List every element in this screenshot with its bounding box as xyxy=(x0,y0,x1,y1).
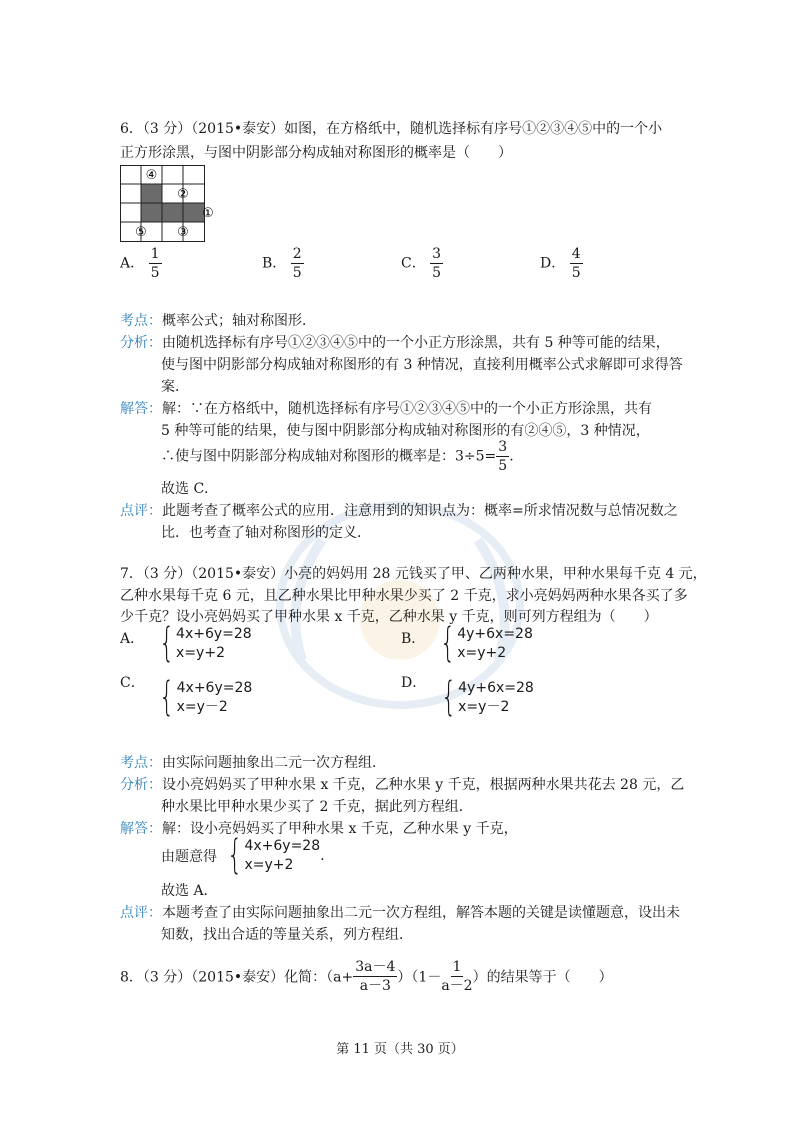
q7-fenxi-line2: 种水果比甲种水果少买了 2 千克，据此列方程组． xyxy=(161,799,473,815)
q6-option-c[interactable] xyxy=(401,247,443,280)
q7-stem-line1: 7．（3 分）（2015•泰安）小亮的妈妈用 28 元钱买了甲、乙两种水果，甲种水果每千克 4 元， xyxy=(120,566,707,582)
q7-option-c[interactable] xyxy=(120,672,252,718)
grid-label-2: ② xyxy=(177,187,189,202)
q6-fenxi-line1: 分析：由随机选择标有序号①②③④⑤中的一个小正方形涂黑，共有 5 种等可能的结果， xyxy=(120,335,670,351)
fraction: $\frac{1}{a-2}$ xyxy=(441,959,473,994)
q7-option-d[interactable] xyxy=(401,672,534,718)
fraction: $\frac{3a-4}{a-3}$ xyxy=(355,959,396,994)
fraction: $\frac{3}{5}$ xyxy=(432,246,442,281)
dianping-label: 点评： xyxy=(120,503,162,519)
q6-option-b[interactable] xyxy=(262,247,304,280)
option-letter: B． xyxy=(401,631,426,647)
q7-dianping-line1: 点评：本题考查了由实际问题抽象出二元一次方程组，解答本题的关键是读懂题意，设出未 xyxy=(120,905,680,921)
q6-fenxi-line3: 案． xyxy=(161,379,189,395)
fenxi-label: 分析： xyxy=(120,335,162,351)
q6-dianping-line1: 点评：此题考查了概率公式的应用．注意用到的知识点为：概率=所求情况数与总情况数之 xyxy=(120,503,678,519)
q6-dianping-line2: 比．也考查了轴对称图形的定义． xyxy=(161,525,371,541)
option-letter: D． xyxy=(401,675,427,691)
q6-jieda-line3: ∴使与图中阴影部分构成轴对称图形的概率是：3÷5= $\frac{3}{5}$ . xyxy=(161,439,514,474)
grid-label-5: ⑤ xyxy=(135,225,147,240)
q6-jieda-line2: 5 种等可能的结果，使与图中阴影部分构成轴对称图形的有②④⑤，3 种情况， xyxy=(161,423,650,439)
q7-stem-line2: 乙种水果每千克 6 元，且乙种水果比甲种水果少买了 2 千克，求小亮妈妈两种水果各买了多 xyxy=(120,588,688,604)
q8-stem: 8．（3 分）（2015•泰安）化简：（a+ $\frac{3a-4}{a-3}$ ）（1－ $\frac{1}{a-2}$ ）的结果等于（ ） xyxy=(120,959,613,994)
equation-system: { 4x+6y=28 x=y+2 xyxy=(227,832,321,878)
q6-choice: 故选 C． xyxy=(161,481,219,497)
dianping-label: 点评： xyxy=(120,905,162,921)
jieda-label: 解答： xyxy=(120,401,162,417)
fraction: $\frac{4}{5}$ xyxy=(571,246,581,281)
q6-kaodian: 考点：概率公式；轴对称图形． xyxy=(120,313,316,329)
equation-system: { 4y+6x=28 x=y+2 xyxy=(439,620,533,666)
equation-system: { 4x+6y=28 x=y－2 xyxy=(159,674,253,720)
grid-label-4: ④ xyxy=(145,168,158,183)
jieda-label: 解答： xyxy=(120,821,162,837)
option-letter: D． xyxy=(540,255,566,272)
q6-stem-line1: 6．（3 分）（2015•泰安）如图，在方格纸中，随机选择标有序号①②③④⑤中的一个小 xyxy=(120,121,663,137)
fenxi-label: 分析： xyxy=(120,777,162,793)
option-letter: A． xyxy=(120,631,145,647)
q6-fenxi-line2: 使与图中阴影部分构成轴对称图形的有 3 种情况，直接利用概率公式求解即可求得答 xyxy=(161,357,683,373)
fraction: $\frac{1}{5}$ xyxy=(150,246,160,281)
q7-kaodian: 考点：由实际问题抽象出二元一次方程组． xyxy=(120,755,386,771)
q7-option-a[interactable] xyxy=(120,620,252,666)
q7-jieda-line2: 由题意得 { 4x+6y=28 x=y+2 . xyxy=(161,832,325,878)
q6-jieda-line1: 解答：解：∵在方格纸中，随机选择标有序号①②③④⑤中的一个小正方形涂黑，共有 xyxy=(120,401,652,417)
kaodian-label: 考点： xyxy=(120,313,162,329)
page-footer: 第 11 页（共 30 页） xyxy=(336,1042,464,1057)
q6-option-a[interactable] xyxy=(120,247,162,280)
option-letter: C． xyxy=(401,255,426,272)
q7-stem-line3: 少千克？设小亮妈妈买了甲种水果 x 千克，乙种水果 y 千克，则可列方程组为（ ） xyxy=(120,609,658,625)
q7-fenxi-line1: 分析：设小亮妈妈买了甲种水果 x 千克，乙种水果 y 千克，根据两种水果共花去 28 元，乙 xyxy=(120,777,685,793)
q7-option-b[interactable] xyxy=(401,620,533,666)
q6-grid-figure xyxy=(120,164,216,242)
grid-label-3: ③ xyxy=(177,225,189,240)
kaodian-label: 考点： xyxy=(120,755,162,771)
q6-stem-line2: 正方形涂黑，与图中阴影部分构成轴对称图形的概率是（ ） xyxy=(120,145,512,161)
option-letter: B． xyxy=(262,255,287,272)
grid-label-1: ① xyxy=(202,206,214,221)
fraction: $\frac{3}{5}$ xyxy=(498,439,508,474)
equation-system: { 4x+6y=28 x=y+2 xyxy=(158,620,252,666)
option-letter: C． xyxy=(120,675,145,691)
option-letter: A． xyxy=(120,255,145,272)
q7-dianping-line2: 知数，找出合适的等量关系，列方程组． xyxy=(161,927,413,943)
equation-system: { 4y+6x=28 x=y－2 xyxy=(440,674,534,720)
q7-choice: 故选 A． xyxy=(161,883,218,899)
fraction: $\frac{2}{5}$ xyxy=(292,246,302,281)
q7-jieda-line1: 解答：解：设小亮妈妈买了甲种水果 x 千克，乙种水果 y 千克， xyxy=(120,821,518,837)
q6-option-d[interactable] xyxy=(540,247,583,280)
